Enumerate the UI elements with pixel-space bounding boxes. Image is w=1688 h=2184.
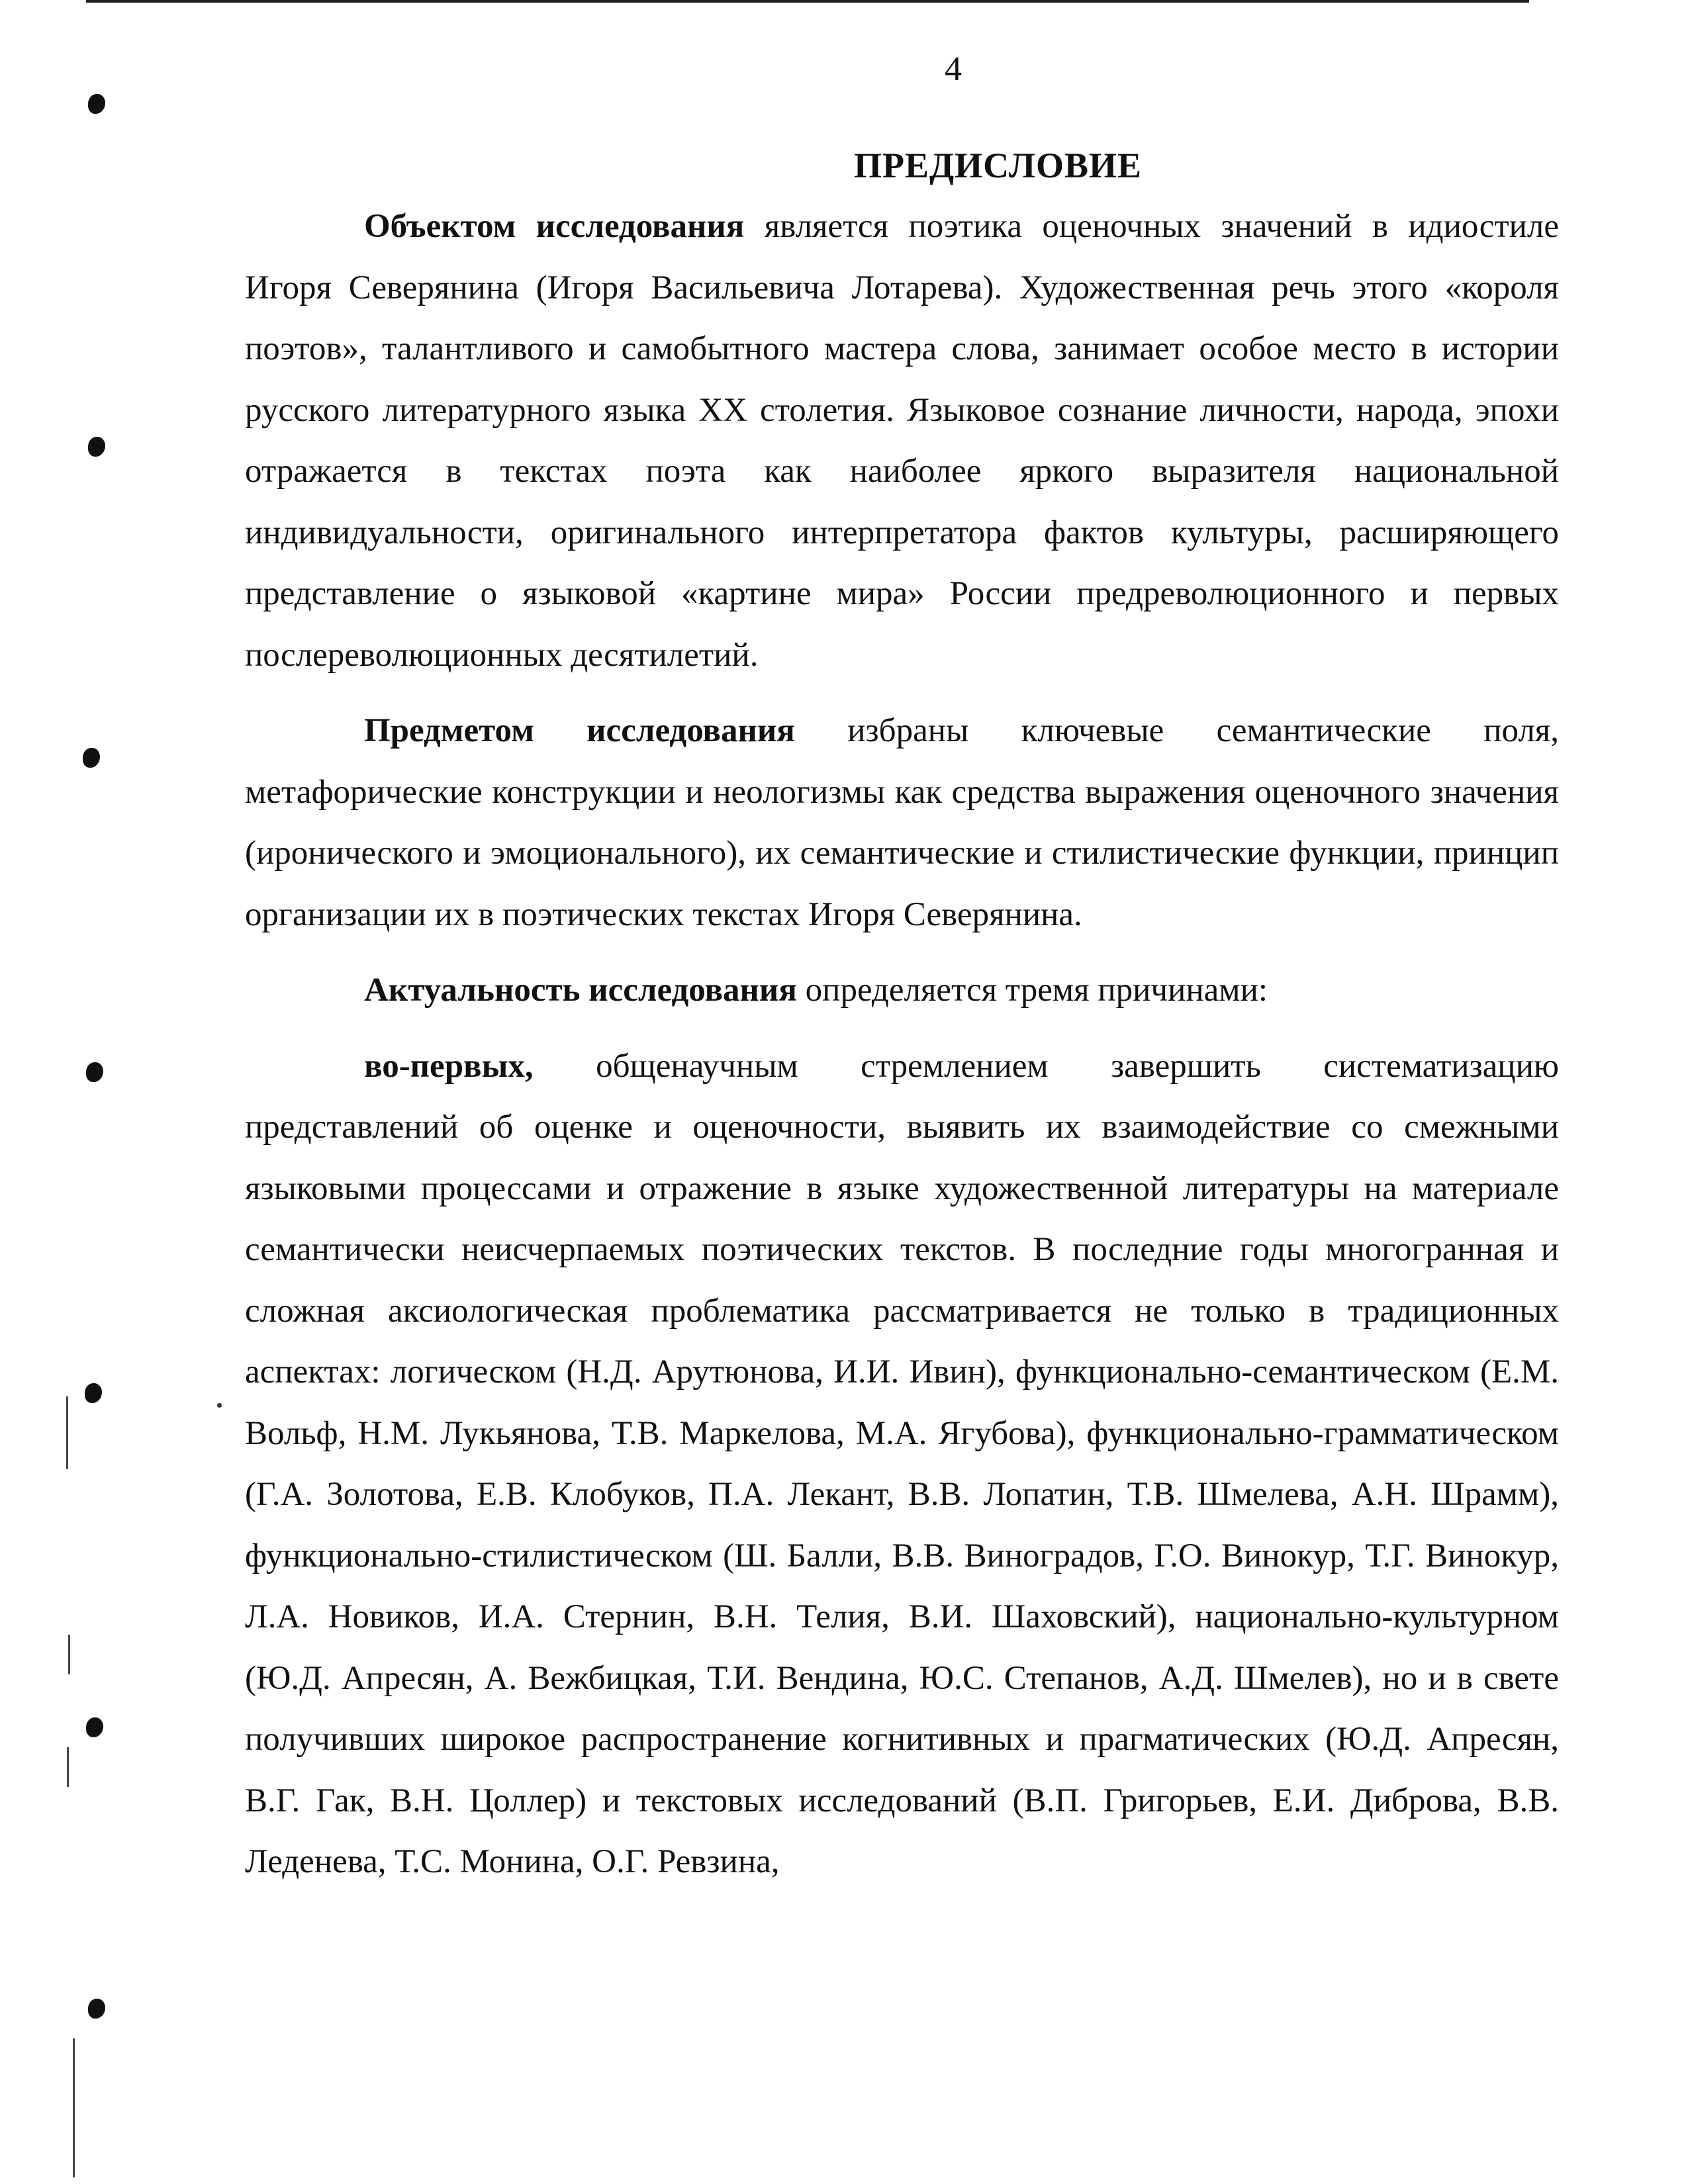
margin-scan-mark [73,2038,75,2177]
paragraph-subject [245,700,1559,945]
paragraph-object [245,196,1559,686]
paragraph-text: избраны ключевые семантические поля, метафорические конструкции и неологизмы как средства выражения оценочного значения (иронического и эмоционального), их семантические и стилистические функции, принцип организации их в поэтических текстах Игоря Северянина. [245,712,1559,933]
margin-scan-mark [67,1747,69,1787]
page-number: 4 [945,50,962,88]
punch-hole-mark [88,94,105,114]
section-heading: ПРЕДИСЛОВИЕ [853,146,1143,185]
punch-hole-mark [83,748,100,768]
paragraph-lead: во-первых, [364,1047,534,1085]
document-body [245,139,1559,1893]
paragraph-lead: Объектом исследования [364,208,745,245]
paragraph-lead: Предметом исследования [364,712,795,749]
punch-hole-mark [85,1383,102,1403]
punch-hole-mark [88,1999,105,2019]
punch-hole-mark [88,437,105,457]
scan-speck [217,1403,222,1408]
punch-hole-mark [86,1062,103,1082]
margin-scan-mark [66,1396,68,1469]
paragraph-text: определяется тремя причинами: [796,972,1268,1009]
margin-scan-mark [68,1635,70,1674]
punch-hole-mark [86,1717,103,1737]
paragraph-lead: Актуальность исследования [364,972,797,1009]
paragraph-firstly [245,1036,1559,1893]
paragraph-relevance [245,960,1559,1021]
top-rule [86,0,1529,3]
paragraph-text: общенаучным стремлением завершить систематизацию представлений об оценке и оценочности, выявить их взаимодействие со смежными языковыми процессами и отражение в языке художественной литературы на материале семантически неисчерпаемых поэтических текстов. В последние годы многогранная и сложная аксиологическая проблематика рассматривается не только в традиционных аспектах: логическом (Н.Д. Арутюнова, И.И. Ивин), функционально-семантическом (Е.М. Вольф, Н.М. Лукьянова, Т.В. Маркелова, М.А. Ягубова), функционально-грамматическом (Г.А. Золотова, Е.В. Клобуков, П.А. Лекант, В.В. Лопатин, Т.В. Шмелева, А.Н. Шрамм), функционально-стилистическом (Ш. Балли, В.В. Виноградов, Г.О. Винокур, Т.Г. Винокур, Л.А. Новиков, И.А. Стернин, В.Н. Телия, В.И. Шаховский), национально-культурном (Ю.Д. Апресян, А. Вежбицкая, Т.И. Вендина, Ю.С. Степанов, А.Д. Шмелев), но и в свете получивших широкое распространение когнитивных и прагматических (Ю.Д. Апресян, В.Г. Гак, В.Н. Цоллер) и текстовых исследований (В.П. Григорьев, Е.И. Диброва, В.В. Леденева, Т.С. Монина, О.Г. Ревзина, [245,1047,1559,1880]
paragraph-text: является поэтика оценочных значений в идиостиле Игоря Северянина (Игоря Васильевича Лотарева). Художественная речь этого «короля поэтов», талантливого и самобытного мастера слова, занимает особое место в истории русского литературного языка XX столетия. Языковое сознание личности, народа, эпохи отражается в текстах поэта как наиболее яркого выразителя национальной индивидуальности, оригинального интерпретатора фактов культуры, расширяющего представление о языковой «картине мира» России предреволюционного и первых послереволюционных десятилетий. [245,208,1559,674]
